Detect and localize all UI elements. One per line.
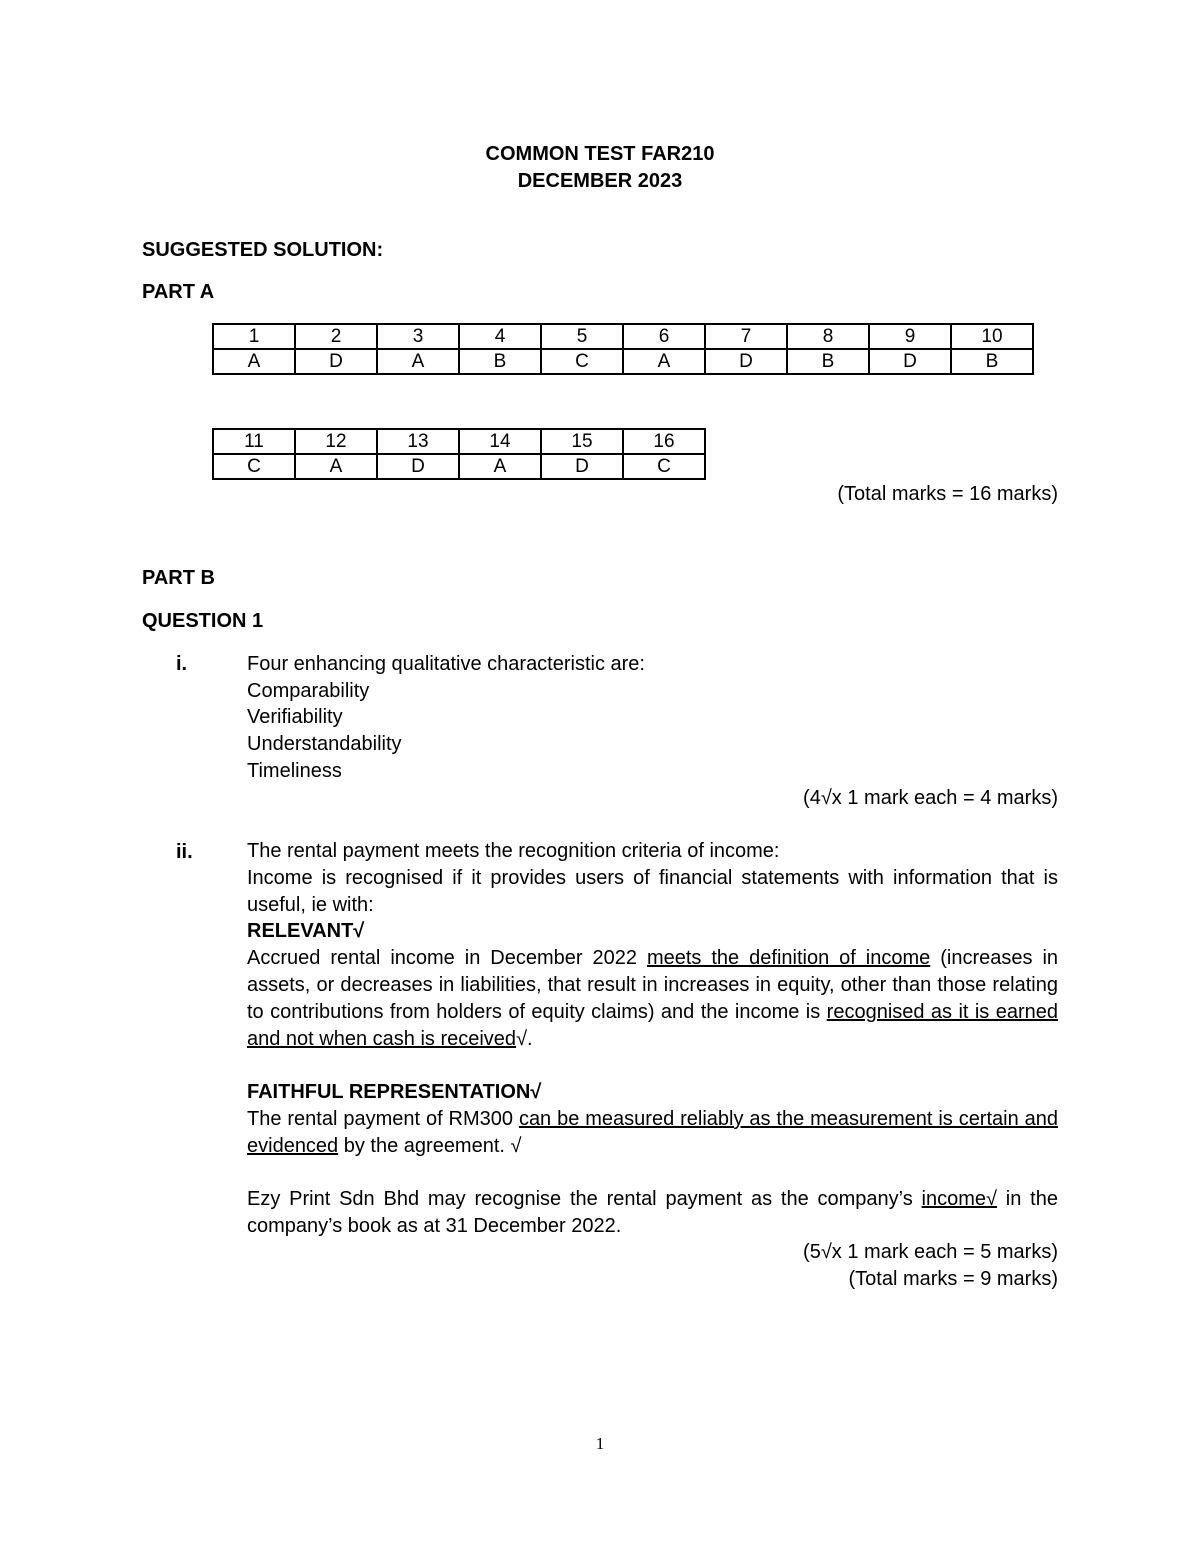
relevant-underlined-text: recognised as it is earned and not when cash is received <box>247 1000 1058 1050</box>
question-1-heading: QUESTION 1 <box>142 610 264 632</box>
relevant-paragraph <box>247 945 1058 1052</box>
answer-cell: A <box>213 349 295 374</box>
question-number-cell: 1 <box>213 324 295 349</box>
question-number-cell: 10 <box>951 324 1033 349</box>
characteristic-item: Timeliness <box>247 760 342 782</box>
characteristic-item: Verifiability <box>247 706 343 728</box>
question-number-cell: 11 <box>213 429 295 454</box>
part-a-heading: PART A <box>142 281 215 303</box>
conclusion-underlined-text: income√ <box>921 1188 997 1211</box>
answer-table-1 <box>212 323 1034 375</box>
page-number: 1 <box>595 1434 605 1453</box>
answer-cell: C <box>541 349 623 374</box>
document-title: COMMON TEST FAR210 <box>485 143 715 165</box>
item-ii-body <box>247 838 1058 1240</box>
answer-table-2 <box>212 428 706 480</box>
relevant-text: (increases in assets, or decreases in liabilities, that result in increases in equity, other than those relating to contributions from holders of equity claims) and the income is <box>247 947 1059 1023</box>
characteristic-item: Comparability <box>247 680 370 702</box>
faithful-underlined-text: can be measured reliably as the measurement is certain and evidenced <box>247 1107 1059 1157</box>
question-number-cell: 5 <box>541 324 623 349</box>
item-ii-paragraph: Income is recognised if it provides users of financial statements with information that is useful, ie with: <box>247 866 1058 916</box>
answer-cell: A <box>459 454 541 479</box>
question-number-cell: 13 <box>377 429 459 454</box>
question-number-cell: 14 <box>459 429 541 454</box>
answer-cell: A <box>377 349 459 374</box>
relevant-text: Accrued rental income in December 2022 <box>247 947 647 970</box>
answer-cell: D <box>541 454 623 479</box>
answer-cell: D <box>377 454 459 479</box>
relevant-underlined-text: meets the definition of income <box>646 947 931 970</box>
question-number-cell: 9 <box>869 324 951 349</box>
answer-cell: D <box>705 349 787 374</box>
answer-cell: A <box>295 454 377 479</box>
answer-cell: D <box>295 349 377 374</box>
part-b-heading: PART B <box>142 567 215 589</box>
part-a-total-marks: (Total marks = 16 marks) <box>837 483 1058 505</box>
answer-cell: C <box>623 454 705 479</box>
question-number-cell: 16 <box>623 429 705 454</box>
item-i-intro: Four enhancing qualitative characteristic are: <box>247 653 645 675</box>
faithful-heading: FAITHFUL REPRESENTATION√ <box>247 1081 542 1104</box>
answer-cell: B <box>787 349 869 374</box>
answer-cell: B <box>951 349 1033 374</box>
question-number-cell: 8 <box>787 324 869 349</box>
answer-cell: D <box>869 349 951 374</box>
answer-cell: A <box>623 349 705 374</box>
question-number-cell: 2 <box>295 324 377 349</box>
item-ii-marks: (5√x 1 mark each = 5 marks) <box>803 1241 1058 1263</box>
conclusion-paragraph <box>247 1186 1058 1240</box>
question-number-cell: 3 <box>377 324 459 349</box>
conclusion-text: Ezy Print Sdn Bhd may recognise the rental payment as the company’s <box>247 1188 922 1211</box>
question-number-cell: 7 <box>705 324 787 349</box>
answer-cell: C <box>213 454 295 479</box>
question-number-cell: 12 <box>295 429 377 454</box>
question-number-cell: 15 <box>541 429 623 454</box>
document-subtitle: DECEMBER 2023 <box>517 170 683 192</box>
item-ii-total-marks: (Total marks = 9 marks) <box>848 1268 1058 1290</box>
relevant-heading: RELEVANT√ <box>247 920 365 943</box>
conclusion-text: in the company’s book as at 31 December 2022. <box>247 1188 1058 1238</box>
question-number-cell: 4 <box>459 324 541 349</box>
faithful-paragraph <box>247 1106 1058 1160</box>
answer-cell: B <box>459 349 541 374</box>
item-ii-intro: The rental payment meets the recognition criteria of income: <box>247 840 780 862</box>
suggested-solution-heading: SUGGESTED SOLUTION: <box>142 239 384 261</box>
item-i-marks: (4√x 1 mark each = 4 marks) <box>803 787 1058 809</box>
item-i-label: i. <box>176 653 188 675</box>
relevant-text: √. <box>516 1027 533 1050</box>
faithful-text: by the agreement. √ <box>338 1134 522 1157</box>
question-number-cell: 6 <box>623 324 705 349</box>
characteristic-item: Understandability <box>247 733 402 755</box>
faithful-text: The rental payment of RM300 <box>247 1107 519 1130</box>
item-ii-label: ii. <box>176 841 193 863</box>
